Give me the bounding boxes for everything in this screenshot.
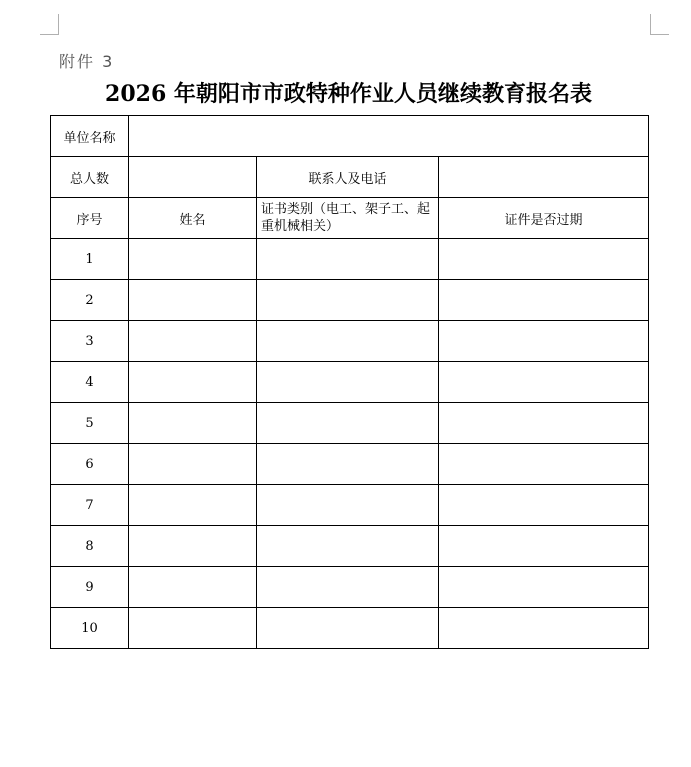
name-field[interactable] xyxy=(129,403,257,444)
name-field[interactable] xyxy=(129,321,257,362)
col-header-cert-type: 证书类别（电工、架子工、起重机械相关） xyxy=(257,198,439,239)
cert-type-field[interactable] xyxy=(257,526,439,567)
total-label: 总人数 xyxy=(51,157,129,198)
col-header-seq: 序号 xyxy=(51,198,129,239)
row-seq: 7 xyxy=(51,485,129,526)
expired-field[interactable] xyxy=(439,567,649,608)
row-seq: 5 xyxy=(51,403,129,444)
row-seq: 3 xyxy=(51,321,129,362)
row-seq: 8 xyxy=(51,526,129,567)
name-field[interactable] xyxy=(129,444,257,485)
table-row xyxy=(51,526,649,567)
contact-field[interactable] xyxy=(439,157,649,198)
row-seq: 2 xyxy=(51,280,129,321)
page-corner-mark-right xyxy=(650,14,669,35)
table-row xyxy=(51,485,649,526)
registration-table xyxy=(50,115,649,649)
table-row xyxy=(51,403,649,444)
unit-name-label: 单位名称 xyxy=(51,116,129,157)
name-field[interactable] xyxy=(129,485,257,526)
cert-type-field[interactable] xyxy=(257,280,439,321)
expired-field[interactable] xyxy=(439,403,649,444)
name-field[interactable] xyxy=(129,567,257,608)
table-row xyxy=(51,280,649,321)
table-row xyxy=(51,444,649,485)
table-row xyxy=(51,362,649,403)
table-row xyxy=(51,239,649,280)
row-seq: 9 xyxy=(51,567,129,608)
expired-field[interactable] xyxy=(439,608,649,649)
cert-type-field[interactable] xyxy=(257,485,439,526)
name-field[interactable] xyxy=(129,239,257,280)
cert-type-field[interactable] xyxy=(257,403,439,444)
cert-type-field[interactable] xyxy=(257,321,439,362)
expired-field[interactable] xyxy=(439,526,649,567)
table-row xyxy=(51,608,649,649)
cert-type-field[interactable] xyxy=(257,239,439,280)
table-row xyxy=(51,567,649,608)
expired-field[interactable] xyxy=(439,362,649,403)
unit-name-field[interactable] xyxy=(129,116,649,157)
attachment-label: 附件 3 xyxy=(59,52,115,71)
col-header-name: 姓名 xyxy=(129,198,257,239)
total-contact-row xyxy=(51,157,649,198)
expired-field[interactable] xyxy=(439,280,649,321)
name-field[interactable] xyxy=(129,608,257,649)
total-field[interactable] xyxy=(129,157,257,198)
contact-label: 联系人及电话 xyxy=(257,157,439,198)
expired-field[interactable] xyxy=(439,444,649,485)
expired-field[interactable] xyxy=(439,485,649,526)
row-seq: 10 xyxy=(51,608,129,649)
name-field[interactable] xyxy=(129,526,257,567)
table-row xyxy=(51,321,649,362)
row-seq: 6 xyxy=(51,444,129,485)
expired-field[interactable] xyxy=(439,321,649,362)
column-header-row xyxy=(51,198,649,239)
row-seq: 4 xyxy=(51,362,129,403)
cert-type-field[interactable] xyxy=(257,608,439,649)
unit-name-row xyxy=(51,116,649,157)
expired-field[interactable] xyxy=(439,239,649,280)
cert-type-field[interactable] xyxy=(257,444,439,485)
row-seq: 1 xyxy=(51,239,129,280)
name-field[interactable] xyxy=(129,362,257,403)
page-corner-mark-left xyxy=(40,14,59,35)
col-header-expired: 证件是否过期 xyxy=(439,198,649,239)
cert-type-field[interactable] xyxy=(257,567,439,608)
cert-type-field[interactable] xyxy=(257,362,439,403)
page-title: 2026 年朝阳市市政特种作业人员继续教育报名表 xyxy=(105,81,592,107)
name-field[interactable] xyxy=(129,280,257,321)
